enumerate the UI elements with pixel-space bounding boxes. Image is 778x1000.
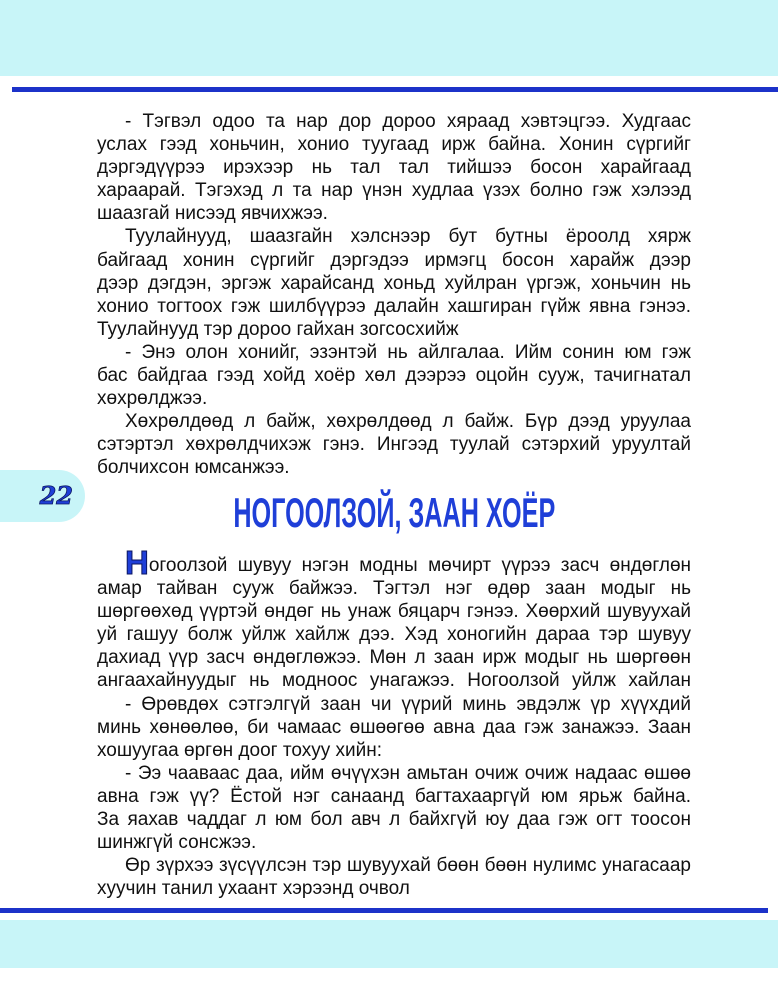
text-line [97, 544, 691, 581]
text-line: хошуугаа өргөн доог тохуу хийн: [97, 739, 382, 761]
bottom-rule-line [0, 908, 768, 913]
text-line: Туулайнууд, шаазгайн хэлснээр бут бутны ёроолд хярж [125, 226, 691, 248]
paragraph [97, 225, 691, 340]
text-line: амар тайван сууж байжээ. Тэгтэл нэг өдөр заан модыг нь [97, 578, 691, 600]
text-line: - Энэ олон хонийг, эзэнтэй нь айлгалаа. Ийм сонин юм гэж [125, 341, 691, 363]
story-text [97, 544, 691, 900]
text-line: минь хөнөөлөө, би чамаас өшөөгөө авна даа гэж занажээ. Заан [97, 716, 691, 738]
text-line: хөхрөлджээ. [97, 388, 208, 410]
text-line: хараарай. Тэгэхэд л та нар үнэн худлаа үзэх болно гэж хэлээд [97, 180, 691, 202]
page-number: 22 [39, 481, 73, 510]
paragraph [97, 854, 691, 900]
text-line-rest: огоолзой шувуу нэгэн модны мөчирт үүрээ засч өндөглөн [148, 555, 691, 576]
paragraph [97, 410, 691, 479]
text-line: дахиад үүр засч өндөглөжээ. Мөн л заан ирж модыг нь шөргөөн [97, 647, 691, 669]
text-line: Туулайнууд тэр дороо гайхан зогсосхийж [97, 318, 459, 340]
text-line: услах гээд хоньчин, хонио туугаад ирж байна. Хонин сүргийг [97, 134, 691, 156]
paragraph [97, 341, 691, 410]
text-line: - Тэгвэл одоо та нар дор дороо хяраад хэвтэцгээ. Худгаас [125, 111, 691, 132]
text-line: дэргэдүүрээ ирэхээр нь тал тал тийшээ босон харайгаад [97, 157, 691, 179]
paragraph [97, 693, 691, 762]
text-line: хуучин танил ухаант хэрээнд очвол [97, 878, 410, 900]
text-line: хонио тогтоох гэж шилбүүрээ далайн хашгиран гүйж явна гэнээ. [97, 295, 691, 317]
paragraph [97, 762, 691, 854]
text-line: шинжгүй сонсжээ. [97, 832, 257, 854]
text-line: болчихсон юмсанжээ. [97, 457, 290, 479]
top-decorative-band [0, 0, 778, 76]
paragraph [97, 544, 691, 693]
text-line: авна гэж үү? Ёстой нэг санаанд багтахааргүй юм ярьж байна. [97, 785, 691, 807]
text-line: - Ээ чааваас даа, ийм өчүүхэн амьтан очиж очиж надаас өшөө [125, 762, 691, 784]
story-title-wrap [97, 489, 691, 536]
text-line: бас байдгаа гээд хойд хоёр хөл дээрээ оцойн сууж, тачигнатал [97, 365, 691, 387]
text-line: шаазгай нисээд явчихжээ. [97, 203, 328, 225]
text-line: дээр дэгдэн, эргэж харайсанд хоньд хуйлран үргэж, хоньчин нь [97, 272, 691, 294]
text-line: сэтэртэл хөхрөлдчихэж гэнэ. Ингээд туулай сэтэрхий уруултай [97, 434, 691, 456]
text-line: шөргөөхөд үүртэй өндөг нь унаж бяцарч гэнээ. Хөөрхий шувуухай [97, 601, 691, 623]
text-line: байгаад хонин сүргийг дэргэдээ ирмэгц босон харайж дээр [97, 249, 691, 271]
drop-cap: Н [125, 544, 149, 581]
text-line: Өр зүрхээ зүсүүлсэн тэр шувуухай бөөн бөөн нулимс унагасаар [125, 855, 691, 877]
previous-story-ending [97, 110, 691, 480]
text-line: За яахав чаддаг л юм бол авч л байхгүй юу даа гэж огт тоосон [97, 809, 691, 831]
bottom-decorative-band [0, 920, 778, 968]
story-title: НОГООЛЗОЙ, ЗААН ХОЁР [233, 489, 555, 536]
text-line: уй гашуу болж уйлж хайлж дээ. Хэд хоногийн дараа тэр шувуу [97, 624, 691, 646]
text-line: ангаахайнуудыг нь модноос унагажээ. Ногоолзой уйлж хайлан [97, 670, 691, 692]
text-line: Хөхрөлдөөд л байж, хөхрөлдөөд л байж. Бүр дээд уруулаа [125, 411, 691, 433]
page-number-tab [0, 470, 85, 522]
text-line: - Өрөвдөх сэтгэлгүй заан чи үүрий минь эвдэлж үр хүүхдий [125, 693, 691, 715]
paragraph [97, 110, 691, 225]
top-rule-line [12, 87, 778, 92]
